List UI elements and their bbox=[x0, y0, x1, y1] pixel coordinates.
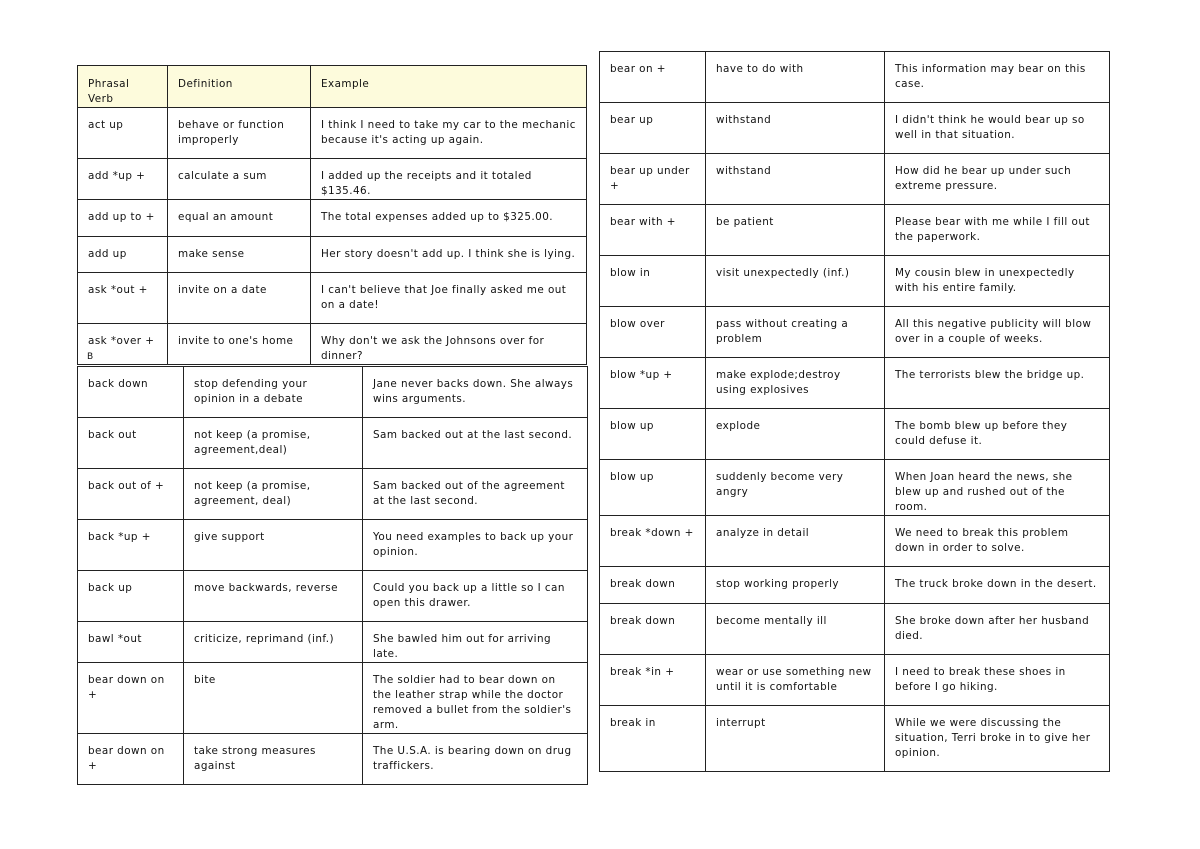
definition-cell: withstand bbox=[706, 154, 885, 205]
example-cell: I didn't think he would bear up so well in that situation. bbox=[885, 103, 1110, 154]
table-header-row bbox=[78, 66, 587, 108]
table-row bbox=[78, 324, 587, 365]
example-cell: The U.S.A. is bearing down on drug traffickers. bbox=[363, 734, 588, 785]
example-cell: I added up the receipts and it totaled $135.46. bbox=[311, 159, 587, 200]
verb-cell: back down bbox=[78, 367, 184, 418]
definition-cell: bite bbox=[184, 663, 363, 734]
definition-cell: withstand bbox=[706, 103, 885, 154]
verb-cell: bawl *out bbox=[78, 622, 184, 663]
table-row bbox=[600, 307, 1110, 358]
definition-cell: give support bbox=[184, 520, 363, 571]
example-cell: I can't believe that Joe finally asked me out on a date! bbox=[311, 273, 587, 324]
example-cell: The terrorists blew the bridge up. bbox=[885, 358, 1110, 409]
definition-cell: pass without creating a problem bbox=[706, 307, 885, 358]
example-cell: Could you back up a little so I can open this drawer. bbox=[363, 571, 588, 622]
definition-cell: make explode;destroy using explosives bbox=[706, 358, 885, 409]
definition-cell: explode bbox=[706, 409, 885, 460]
definition-cell: take strong measures against bbox=[184, 734, 363, 785]
verb-cell: add up to + bbox=[78, 200, 168, 237]
table-row bbox=[78, 663, 588, 734]
table-row bbox=[78, 108, 587, 159]
table-row bbox=[600, 358, 1110, 409]
verb-cell: back out of + bbox=[78, 469, 184, 520]
verb-cell: blow over bbox=[600, 307, 706, 358]
phrasal-verbs-table-a bbox=[77, 65, 587, 365]
definition-cell: stop defending your opinion in a debate bbox=[184, 367, 363, 418]
table-row bbox=[600, 655, 1110, 706]
table-row bbox=[78, 520, 588, 571]
definition-cell: criticize, reprimand (inf.) bbox=[184, 622, 363, 663]
example-cell: This information may bear on this case. bbox=[885, 52, 1110, 103]
definition-cell: behave or function improperly bbox=[168, 108, 311, 159]
definition-cell: stop working properly bbox=[706, 567, 885, 604]
table-row bbox=[600, 460, 1110, 516]
table-row bbox=[78, 571, 588, 622]
verb-cell: blow up bbox=[600, 409, 706, 460]
example-cell: The truck broke down in the desert. bbox=[885, 567, 1110, 604]
verb-cell: back out bbox=[78, 418, 184, 469]
header-example: Example bbox=[311, 66, 587, 108]
example-cell: While we were discussing the situation, Terri broke in to give her opinion. bbox=[885, 706, 1110, 772]
table-row bbox=[78, 237, 587, 273]
definition-cell: move backwards, reverse bbox=[184, 571, 363, 622]
header-definition: Definition bbox=[168, 66, 311, 108]
example-cell: The soldier had to bear down on the leather strap while the doctor removed a bullet from the soldier's arm. bbox=[363, 663, 588, 734]
example-cell: The bomb blew up before they could defuse it. bbox=[885, 409, 1110, 460]
example-cell: Sam backed out of the agreement at the last second. bbox=[363, 469, 588, 520]
verb-cell: back *up + bbox=[78, 520, 184, 571]
verb-cell: act up bbox=[78, 108, 168, 159]
definition-cell: not keep (a promise, agreement, deal) bbox=[184, 469, 363, 520]
header-phrasal-verb: Phrasal Verb bbox=[78, 66, 168, 108]
example-cell: How did he bear up under such extreme pressure. bbox=[885, 154, 1110, 205]
verb-cell: back up bbox=[78, 571, 184, 622]
example-cell: I think I need to take my car to the mechanic because it's acting up again. bbox=[311, 108, 587, 159]
verb-cell: add *up + bbox=[78, 159, 168, 200]
example-cell: We need to break this problem down in order to solve. bbox=[885, 516, 1110, 567]
verb-cell: bear down on + bbox=[78, 734, 184, 785]
definition-cell: wear or use something new until it is comfortable bbox=[706, 655, 885, 706]
definition-cell: interrupt bbox=[706, 706, 885, 772]
verb-cell: break *down + bbox=[600, 516, 706, 567]
definition-cell: visit unexpectedly (inf.) bbox=[706, 256, 885, 307]
definition-cell: become mentally ill bbox=[706, 604, 885, 655]
definition-cell: analyze in detail bbox=[706, 516, 885, 567]
verb-cell: add up bbox=[78, 237, 168, 273]
verb-cell: ask *over + bbox=[78, 324, 168, 365]
definition-cell: be patient bbox=[706, 205, 885, 256]
table-row bbox=[78, 418, 588, 469]
table-row bbox=[78, 622, 588, 663]
example-cell: The total expenses added up to $325.00. bbox=[311, 200, 587, 237]
phrasal-verbs-table-b bbox=[77, 366, 588, 785]
verb-cell: bear down on + bbox=[78, 663, 184, 734]
verb-cell: break down bbox=[600, 604, 706, 655]
example-cell: Her story doesn't add up. I think she is lying. bbox=[311, 237, 587, 273]
example-cell: My cousin blew in unexpectedly with his entire family. bbox=[885, 256, 1110, 307]
verb-cell: blow in bbox=[600, 256, 706, 307]
table-row bbox=[78, 200, 587, 237]
example-cell: Why don't we ask the Johnsons over for dinner? bbox=[311, 324, 587, 365]
example-cell: When Joan heard the news, she blew up and rushed out of the room. bbox=[885, 460, 1110, 516]
table-row bbox=[78, 159, 587, 200]
verb-cell: bear up bbox=[600, 103, 706, 154]
table-row bbox=[600, 52, 1110, 103]
table-row bbox=[600, 154, 1110, 205]
table-row bbox=[600, 409, 1110, 460]
definition-cell: have to do with bbox=[706, 52, 885, 103]
verb-cell: ask *out + bbox=[78, 273, 168, 324]
table-row bbox=[78, 367, 588, 418]
definition-cell: not keep (a promise, agreement,deal) bbox=[184, 418, 363, 469]
verb-cell: bear up under + bbox=[600, 154, 706, 205]
table-row bbox=[78, 273, 587, 324]
table-row bbox=[600, 256, 1110, 307]
table-row bbox=[600, 516, 1110, 567]
example-cell: All this negative publicity will blow over in a couple of weeks. bbox=[885, 307, 1110, 358]
table-row bbox=[600, 205, 1110, 256]
verb-cell: break in bbox=[600, 706, 706, 772]
table-row bbox=[600, 604, 1110, 655]
verb-cell: bear on + bbox=[600, 52, 706, 103]
definition-cell: calculate a sum bbox=[168, 159, 311, 200]
definition-cell: equal an amount bbox=[168, 200, 311, 237]
definition-cell: invite to one's home bbox=[168, 324, 311, 365]
table-row bbox=[600, 706, 1110, 772]
verb-cell: blow up bbox=[600, 460, 706, 516]
definition-cell: suddenly become very angry bbox=[706, 460, 885, 516]
table-row bbox=[78, 469, 588, 520]
verb-cell: break down bbox=[600, 567, 706, 604]
table-row bbox=[78, 734, 588, 785]
verb-cell: blow *up + bbox=[600, 358, 706, 409]
table-row bbox=[600, 567, 1110, 604]
example-cell: You need examples to back up your opinion. bbox=[363, 520, 588, 571]
example-cell: Jane never backs down. She always wins arguments. bbox=[363, 367, 588, 418]
example-cell: I need to break these shoes in before I go hiking. bbox=[885, 655, 1110, 706]
table-row bbox=[600, 103, 1110, 154]
example-cell: She bawled him out for arriving late. bbox=[363, 622, 588, 663]
verb-cell: bear with + bbox=[600, 205, 706, 256]
definition-cell: invite on a date bbox=[168, 273, 311, 324]
example-cell: Please bear with me while I fill out the paperwork. bbox=[885, 205, 1110, 256]
section-letter: B bbox=[87, 352, 94, 362]
phrasal-verbs-table-c bbox=[599, 51, 1110, 772]
example-cell: She broke down after her husband died. bbox=[885, 604, 1110, 655]
verb-cell: break *in + bbox=[600, 655, 706, 706]
example-cell: Sam backed out at the last second. bbox=[363, 418, 588, 469]
definition-cell: make sense bbox=[168, 237, 311, 273]
